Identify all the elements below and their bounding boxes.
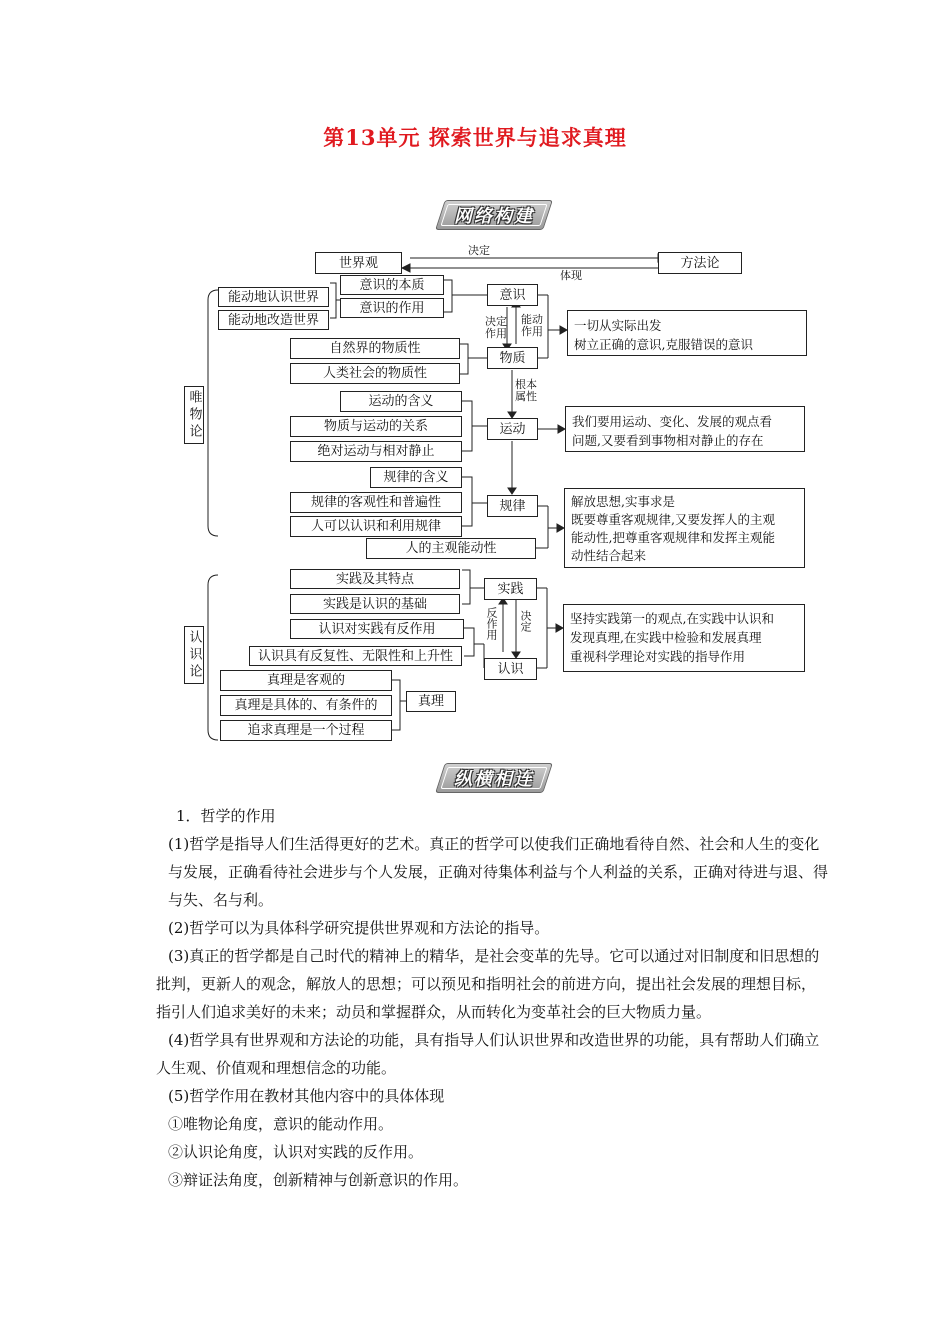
method2-box	[565, 406, 805, 452]
paragraph-2: (2)哲学可以为具体科学研究提供世界观和方法论的指导。	[168, 919, 550, 937]
epistemology-box: 认识论	[184, 626, 204, 684]
nature-material-box: 自然界的物质性	[290, 338, 460, 359]
reverse-role-label: 反作用	[485, 607, 498, 640]
reaction-box: 认识对实践有反作用	[290, 619, 464, 639]
method1-line2: 树立正确的意识,克服错误的意识	[574, 337, 753, 352]
law-use-box: 人可以认识和利用规律	[290, 516, 462, 537]
truth-objective-box: 真理是客观的	[220, 670, 392, 691]
paragraph-6: ①唯物论角度，意识的能动作用。	[168, 1115, 394, 1133]
banner-links	[440, 763, 548, 793]
consciousness-box: 意识	[487, 284, 538, 306]
banner-network-text: 网络构建	[454, 206, 534, 227]
society-material-box: 人类社会的物质性	[290, 363, 460, 384]
worldview-box: 世界观	[315, 252, 402, 274]
fundamental-attr-label: 根本属性	[515, 378, 537, 403]
page-title: 第13单元 探索世界与追求真理	[323, 125, 627, 150]
methodology-box: 方法论	[658, 252, 742, 274]
recognition-box: 认识	[484, 658, 537, 680]
method4-line2: 发现真理,在实践中检验和发展真理	[570, 630, 762, 645]
law-meaning-box: 规律的含义	[370, 467, 462, 488]
decides-label: 决定	[468, 244, 490, 257]
motion-meaning-box: 运动的含义	[340, 391, 462, 412]
method2-line1: 我们要用运动、变化、发展的观点看	[572, 414, 773, 429]
law-box: 规律	[487, 495, 538, 517]
method3-line2: 既要尊重客观规律,又要发挥人的主观	[571, 512, 775, 527]
method4-box	[563, 604, 805, 672]
cognize-box: 能动地认识世界	[218, 287, 329, 307]
decide-role-label: 决定作用	[485, 315, 507, 340]
body-text	[156, 830, 829, 1194]
decide2-label: 决定	[519, 610, 532, 632]
embodies-label: 体现	[560, 269, 582, 282]
method3-box	[564, 488, 805, 568]
practice-features-box: 实践及其特点	[290, 569, 460, 589]
method1-box	[567, 310, 807, 356]
transform-box: 能动地改造世界	[218, 310, 329, 330]
method4-line3: 重视科学理论对实践的指导作用	[570, 649, 746, 664]
section-heading: 1．哲学的作用	[176, 807, 276, 825]
method2-line2: 问题,又要看到事物相对静止的存在	[572, 433, 764, 448]
truth-box: 真理	[406, 691, 456, 712]
law-objective-box: 规律的客观性和普遍性	[290, 492, 462, 513]
banner-links-text: 纵横相连	[454, 769, 534, 790]
method1-line1: 一切从实际出发	[574, 318, 662, 333]
matter-motion-box: 物质与运动的关系	[290, 416, 462, 437]
truth-process-box: 追求真理是一个过程	[220, 720, 392, 741]
method3-line4: 动性结合起来	[571, 548, 647, 563]
practice-basis-box: 实践是认识的基础	[290, 594, 460, 614]
paragraph-5: (5)哲学作用在教材其他内容中的具体体现	[168, 1087, 445, 1105]
absolute-relative-box: 绝对运动与相对静止	[290, 441, 462, 462]
practice-box: 实践	[484, 578, 537, 600]
consciousness-essence-box: 意识的本质	[340, 275, 444, 295]
active-role-label: 能动作用	[521, 313, 543, 338]
subjective-box: 人的主观能动性	[366, 538, 536, 559]
consciousness-role-box: 意识的作用	[340, 298, 444, 318]
method3-line1: 解放思想,实事求是	[571, 494, 675, 509]
paragraph-7: ②认识论角度，认识对实践的反作用。	[168, 1143, 424, 1161]
motion-box: 运动	[487, 418, 538, 440]
materialism-box: 唯物论	[184, 386, 204, 444]
method4-line1: 坚持实践第一的观点,在实践中认识和	[570, 611, 774, 626]
paragraph-1: (1)哲学是指导人们生活得更好的艺术。真正的哲学可以使我们正确地看待自然、社会和人生的变化与发展，正确看待社会进步与个人发展，正确对待集体利益与个人利益的关系，正确对待进与退、得与失、名与利。	[168, 835, 829, 909]
truth-concrete-box: 真理是具体的、有条件的	[220, 695, 392, 716]
repeat-box: 认识具有反复性、无限性和上升性	[249, 646, 462, 666]
matter-box: 物质	[487, 347, 538, 369]
paragraph-8: ③辩证法角度，创新精神与创新意识的作用。	[168, 1171, 469, 1189]
paragraph-4: (4)哲学具有世界观和方法论的功能，具有指导人们认识世界和改造世界的功能，具有帮助人们确立人生观、价值观和理想信念的功能。	[156, 1031, 820, 1077]
paragraph-3: (3)真正的哲学都是自己时代的精神上的精华，是社会变革的先导。它可以通过对旧制度和旧思想的批判，更新人的观念，解放人的思想；可以预见和指明社会的前进方向，提出社会发展的理想目标，指引人们追求美好的未来；动员和掌握群众，从而转化为变革社会的巨大物质力量。	[156, 947, 820, 1021]
method3-line3: 能动性,把尊重客观规律和发挥主观能	[571, 530, 775, 545]
